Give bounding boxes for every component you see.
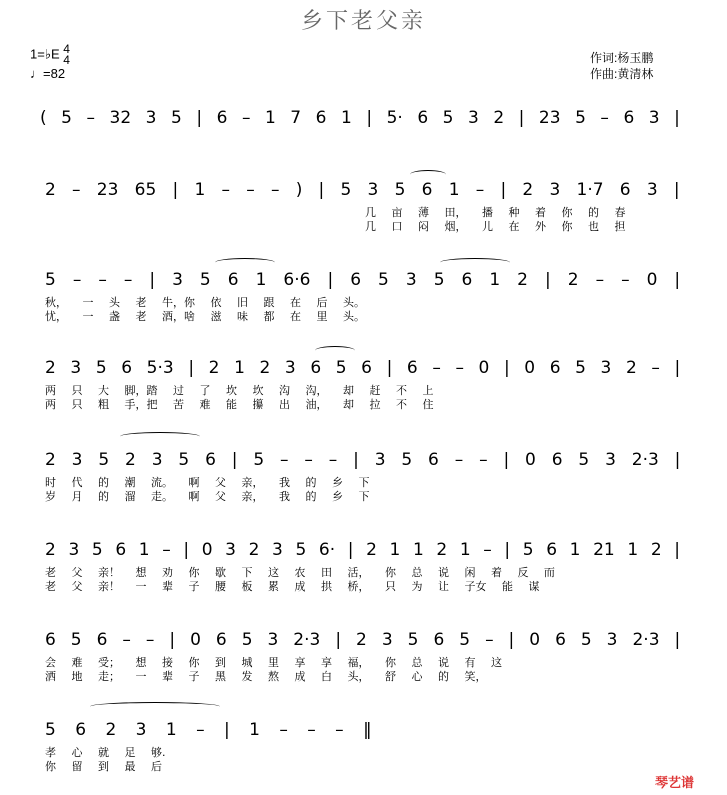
lyrics-verse-2: 洒 地 走； 一 辈 子 黑 发 熬 成 白 头， 舒 心 的 笑，: [45, 670, 487, 683]
slur-arc: [410, 170, 446, 179]
lyrics-verse-1: 两 只 大 脚，踏 过 了 坎 坎 沟 沟， 却 赶 不 上: [45, 384, 434, 397]
notation-line: 5 6 2 3 1 – | 1 – – – ‖: [45, 720, 372, 740]
lyrics-verse-1: 几 亩 薄 田， 播 种 着 你 的 春: [365, 206, 626, 219]
notation-line: 2 3 5 6 5·3 | 2 1 2 3 6 5 6 | 6 – – 0 | 0 6 5 3 2 – |: [45, 358, 681, 378]
slur-arc: [440, 258, 510, 267]
notation-line: 6 5 6 – – | 0 6 5 3 2·3 | 2 3 5 6 5 – | 0 6 5 3 2·3 |: [45, 630, 681, 650]
notation-line: 2 3 5 2 3 5 6 | 5 – – – | 3 5 6 – – | 0 6 5 3 2·3 |: [45, 450, 681, 470]
notation-line: ( 5 – 32 3 5 | 6 – 1 7 6 1 | 5· 6 5 3 2 | 23 5 – 6 3 |: [40, 108, 680, 128]
lyrics-verse-2: 岁 月 的 溜 走。 啊 父 亲， 我 的 乡 下: [45, 490, 370, 503]
slur-arc: [215, 258, 275, 267]
lyrics-verse-2: 几 口 闷 烟， 儿 在 外 你 也 担: [365, 220, 626, 233]
site-logo: 琴艺谱: [655, 775, 695, 790]
lyrics-verse-1: 时 代 的 潮 流。 啊 父 亲， 我 的 乡 下: [45, 476, 370, 489]
lyrics-verse-2: 你 留 到 最 后: [45, 760, 162, 773]
key-tempo-block: [30, 44, 70, 82]
slur-arc: [90, 702, 220, 711]
lyrics-verse-2: 忧， 一 盏 老 酒，啥 滋 味 都 在 里 头。: [45, 310, 365, 323]
notation-line: 2 – 23 65 | 1 – – – ) | 5 3 5 6 1 – | 2 3 1·7 6 3 |: [45, 180, 680, 200]
notation-line: 5 – – – | 3 5 6 1 6·6 | 6 5 3 5 6 1 2 | 2 – – 0 |: [45, 270, 681, 290]
lyrics-verse-1: 老 父 亲！ 想 劝 你 歇 下 这 农 田 活， 你 总 说 闲 着 反 而: [45, 566, 555, 579]
slur-arc: [315, 346, 355, 355]
notation-line: 2 3 5 6 1 – | 0 3 2 3 5 6· | 2 1 1 2 1 – | 5 6 1 21 1 2 |: [45, 540, 680, 560]
tempo-marking: ♩=82: [30, 66, 66, 81]
lyrics-verse-1: 孝 心 就 足 够.: [45, 746, 166, 759]
lyrics-verse-1: 会 难 受； 想 接 你 到 城 里 享 享 福， 你 总 说 有 这: [45, 656, 502, 669]
composer-credit: 作曲:黄清林: [590, 67, 654, 81]
slur-arc: [120, 432, 200, 441]
lyrics-verse-2: 老 父 亲！ 一 辈 子 腰 板 累 成 拱 桥， 只 为 让 子女 能 谋: [45, 580, 540, 593]
time-signature: 4 4: [63, 42, 70, 67]
lyrics-verse-2: 两 只 粗 手，把 苦 难 能 攥 出 油， 却 拉 不 住: [45, 398, 434, 411]
lyrics-verse-1: 秋， 一 头 老 牛，你 依 旧 跟 在 后 头。: [45, 296, 365, 309]
lyricist-credit: 作词:杨玉鹏: [590, 51, 654, 65]
key-signature: 1=♭E: [30, 46, 60, 62]
credits-block: [590, 50, 653, 82]
page-title: 乡下老父亲: [300, 9, 426, 34]
